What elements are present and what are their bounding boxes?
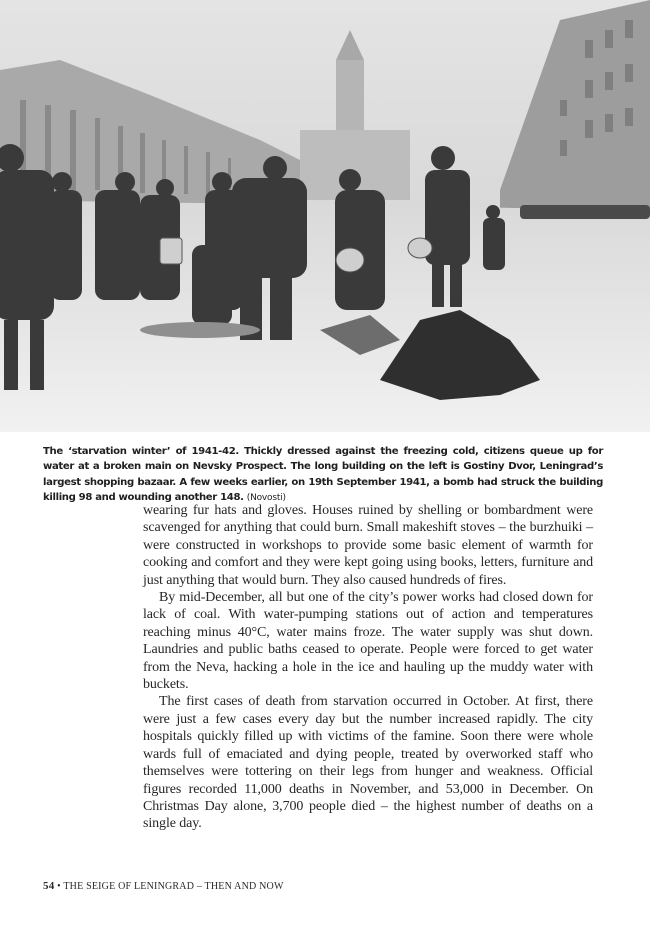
photo-credit: (Novosti) [246,493,286,504]
footer-separator: • [57,881,61,892]
page-footer [43,880,284,892]
body-paragraph: The first cases of death from starvation occurred in October. At first, there were just a few cases every day but the number increased rapidly. The city hospitals quickly filled up with victims of the famine. Soon there were whole wards full of emaciated and dying people, treated by overworked staff who themselves were tottering on their legs from hunger and weakness. Official figures recorded 11,000 deaths in November, and 53,000 in December. On Christmas Day alone, 3,700 people died – the highest number of deaths on a single day. [143,694,593,832]
running-title: THE SEIGE OF LENINGRAD – THEN AND NOW [63,881,284,892]
caption-text: The ‘starvation winter’ of 1941-42. Thickly dressed against the freezing cold, citizens queue up for water at a broken main on Nevsky Prospect. The long building on the left is Gostiny Dvor, Leningrad’s largest shopping bazaar. A few weeks earlier, on 19th September 1941, a bomb had struck the building killing 98 and wounding another 148. [43,446,603,504]
historical-photo [0,0,650,432]
page-number: 54 [43,880,55,892]
photo-caption [43,444,603,507]
article-body [143,502,593,833]
body-paragraph: wearing fur hats and gloves. Houses ruined by shelling or bombardment were scavenged for anything that could burn. Small makeshift stoves – the burzhuiki – were constructed in workshops to provide some basic element of warmth for cooking and comfort and they were kept going using books, letters, furniture and just anything that would burn. They also caused hundreds of fires. [143,503,593,588]
photo-winter-street-queue-icon [0,0,650,432]
body-paragraph: By mid-December, all but one of the city’s power works had closed down for lack of coal. With water-pumping stations out of action and temperatures reaching minus 40°C, water mains froze. The water supply was shut down. Laundries and public baths ceased to operate. People were forced to get water from the Neva, hacking a hole in the ice and hauling up the muddy water with buckets. [143,590,593,693]
